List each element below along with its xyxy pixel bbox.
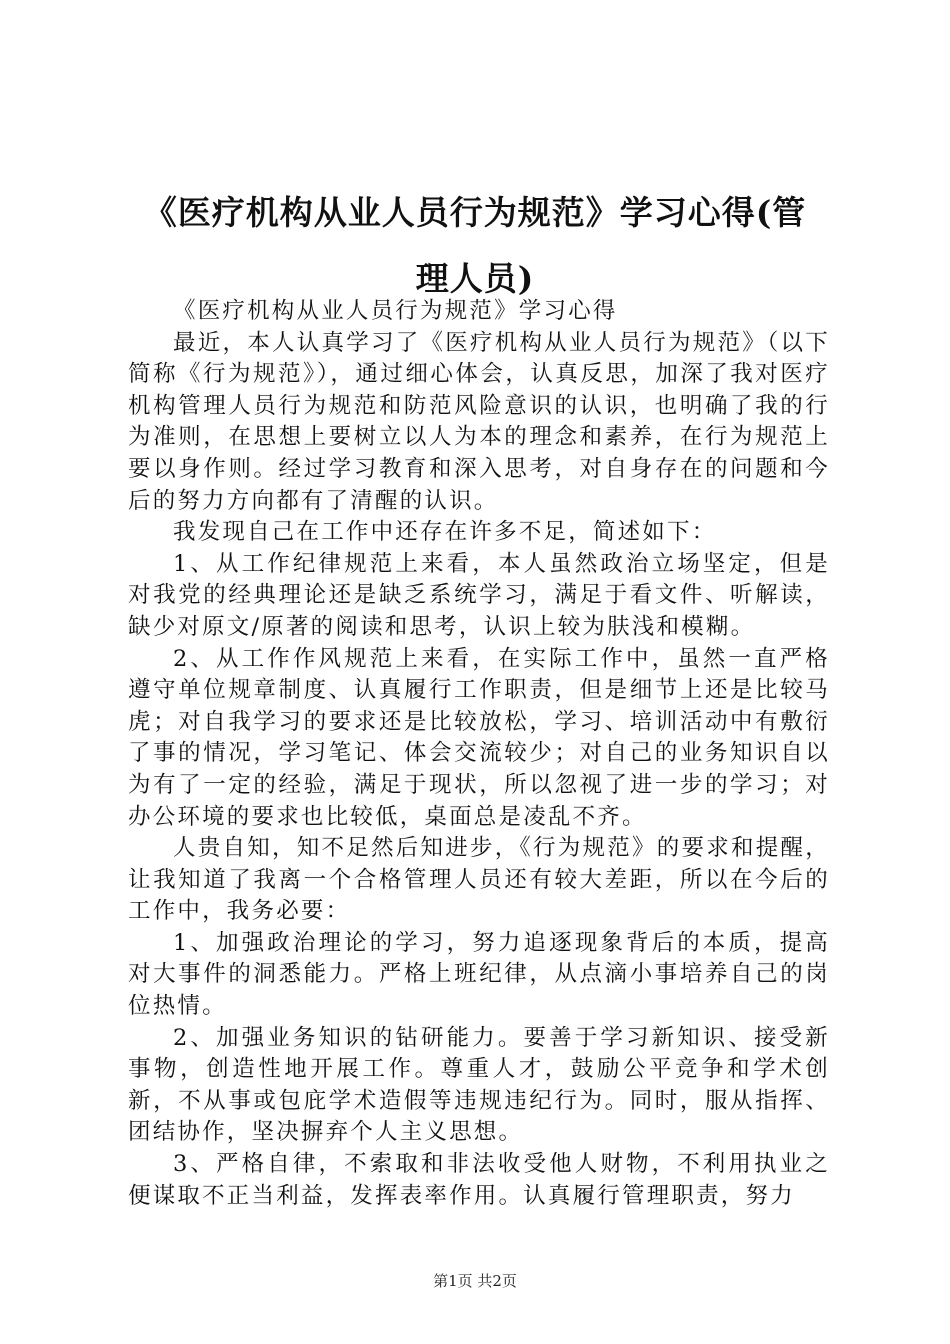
page-footer: 第1页 共2页 — [433, 1272, 517, 1290]
document-title — [110, 180, 840, 312]
paragraph: 最近，本人认真学习了《医疗机构从业人员行为规范》（以下简称《行为规范》），通过细心体会，认真反思，加深了我对医疗机构管理人员行为规范和防范风险意识的认识，也明确了我的行为准则，在思想上要树立以人为本的理念和素养，在行为规范上要以身作则。经过学习教育和深入思考，对自身存在的问题和今后的努力方向都有了清醒的认识。 — [128, 329, 830, 514]
paragraph: 2、加强业务知识的钻研能力。要善于学习新知识、接受新事物，创造性地开展工作。尊重人才，鼓励公平竞争和学术创新，不从事或包庇学术造假等违规违纪行为。同时，服从指挥、团结协作，坚决摒弃个人主义思想。 — [128, 1024, 830, 1146]
paragraph: 3、严格自律，不索取和非法收受他人财物，不利用执业之便谋取不正当利益，发挥表率作用。认真履行管理职责，努力 — [128, 1151, 830, 1209]
paragraph: 2、从工作作风规范上来看，在实际工作中，虽然一直严格遵守单位规章制度、认真履行工作职责，但是细节上还是比较马虎；对自我学习的要求还是比较放松，学习、培训活动中有敷衍了事的情况，学习笔记、体会交流较少；对自己的业务知识自以为有了一定的经验，满足于现状，所以忽视了进一步的学习；对办公环境的要求也比较低，桌面总是凌乱不齐。 — [128, 645, 830, 830]
title-line-1: 《医疗机构从业人员行为规范》学习心得(管 — [143, 193, 807, 232]
paragraph: 人贵自知，知不足然后知进步，《行为规范》的要求和提醒，让我知道了我离一个合格管理人员还有较大差距，所以在今后的工作中，我务必要： — [128, 835, 830, 925]
paragraph: 1、加强政治理论的学习，努力追逐现象背后的本质，提高对大事件的洞悉能力。严格上班纪律，从点滴小事培养自己的岗位热情。 — [128, 929, 830, 1020]
title-line-2: 理人员) — [415, 259, 535, 298]
paragraph: 《医疗机构从业人员行为规范》学习心得 — [173, 298, 618, 324]
paragraph: 1、从工作纪律规范上来看，本人虽然政治立场坚定，但是对我党的经典理论还是缺乏系统学习，满足于看文件、听解读，缺少对原文/原著的阅读和思考，认识上较为肤浅和模糊。 — [128, 550, 830, 640]
document-body — [128, 296, 830, 1212]
paragraph: 我发现自己在工作中还存在许多不足，简述如下： — [173, 519, 717, 546]
